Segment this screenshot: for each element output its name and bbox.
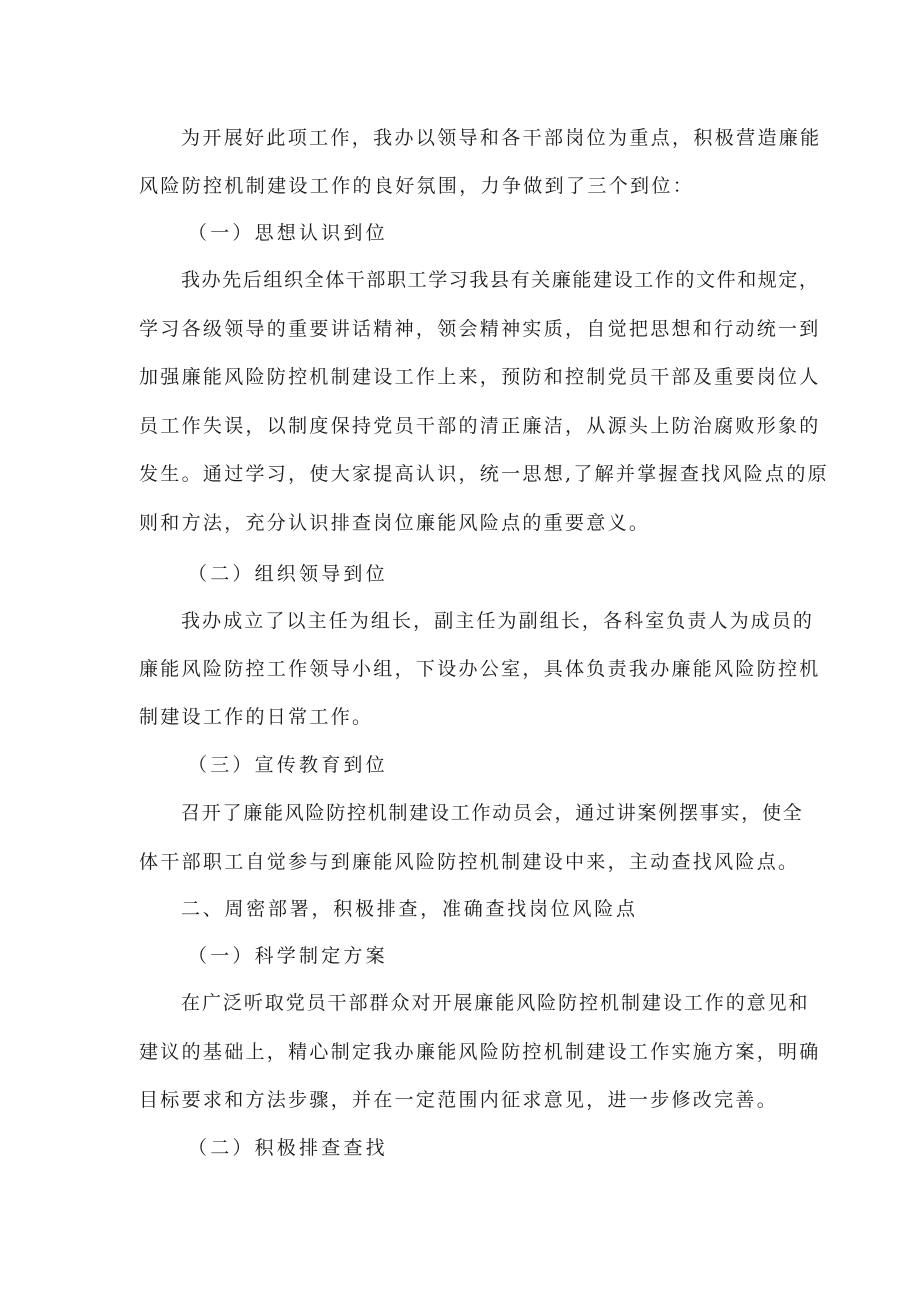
paragraph-line: 则和方法，充分认识排查岗位廉能风险点的重要意义。 — [139, 511, 651, 534]
section-heading-publicity: （三）宣传教育到位 — [188, 754, 388, 776]
paragraph-line: 学习各级领导的重要讲话精神，领会精神实质，自觉把思想和行动统一到 — [139, 317, 821, 340]
paragraph-line: 员工作失误，以制度保持党员干部的清正廉洁，从源头上防治腐败形象的 — [139, 414, 821, 437]
section-heading-investigation: （二）积极排查查找 — [188, 1137, 388, 1159]
intro-line-1: 为开展好此项工作，我办以领导和各干部岗位为重点，积极营造廉能 — [181, 127, 822, 149]
paragraph-line: 召开了廉能风险防控机制建设工作动员会，通过讲案例摆事实，使全 — [181, 802, 804, 824]
intro-line-2: 风险防控机制建设工作的良好氛围，力争做到了三个到位： — [139, 175, 695, 197]
section-heading-leadership: （二）组织领导到位 — [188, 563, 388, 585]
paragraph-line: 目标要求和方法步骤，并在一定范围内征求意见，进一步修改完善。 — [139, 1089, 779, 1111]
paragraph-line: 廉能风险防控工作领导小组，下设办公室，具体负责我办廉能风险防控机 — [139, 658, 821, 680]
section-paragraph-thinking — [139, 268, 829, 559]
paragraph-line: 我办先后组织全体干部职工学习我县有关廉能建设工作的文件和规定， — [181, 269, 820, 291]
section-paragraph-plan — [139, 991, 821, 1137]
paragraph-line: 建议的基础上，精心制定我办廉能风险防控机制建设工作实施方案，明确 — [139, 1040, 821, 1063]
paragraph-line: 体干部职工自觉参与到廉能风险防控机制建设中来，主动查找风险点。 — [139, 850, 800, 873]
part-two-title: 二、周密部署，积极排查，准确查找岗位风险点 — [181, 898, 638, 920]
section-heading-thinking: （一）思想认识到位 — [188, 222, 388, 244]
section-paragraph-leadership — [139, 609, 821, 753]
paragraph-line: 加强廉能风险防控机制建设工作上来，预防和控制党员干部及重要岗位人 — [139, 366, 821, 388]
paragraph-line: 发生。通过学习，使大家提高认识，统一思想,了解并掌握查找风险点的原 — [139, 463, 829, 485]
section-heading-plan: （一）科学制定方案 — [188, 945, 388, 967]
section-paragraph-publicity — [139, 801, 804, 898]
paragraph-line: 在广泛听取党员干部群众对开展廉能风险防控机制建设工作的意见和 — [181, 992, 810, 1014]
paragraph-line: 我办成立了以主任为组长，副主任为副组长，各科室负责人为成员的 — [181, 610, 815, 632]
paragraph-line: 制建设工作的日常工作。 — [139, 706, 374, 728]
